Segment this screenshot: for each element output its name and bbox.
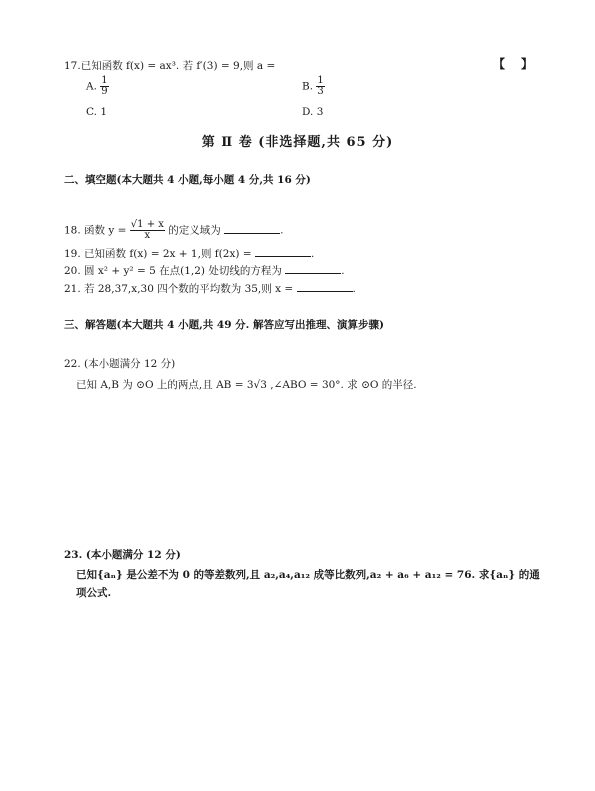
q17-option-a[interactable]: [86, 76, 109, 97]
q21-text: 21. 若 28,37,x,30 四个数的平均数为 35,则 x =: [64, 283, 294, 295]
q23-body-line1: 已知{aₙ} 是公差不为 0 的等差数列,且 a₂,a₄,a₁₂ 成等比数列,a₂ + a₆ + a₁₂ = 76. 求{aₙ} 的通: [76, 569, 540, 581]
option-b-numerator: 1: [317, 75, 324, 86]
q19-text: 19. 已知函数 f(x) = 2x + 1,则 f(2x) =: [64, 248, 252, 260]
option-a-label: A.: [86, 80, 97, 93]
q22-body: 已知 A,B 为 ⊙O 上的两点,且 AB = 3√3 ,∠ABO = 30°. 求 ⊙O 的半径.: [76, 379, 417, 391]
option-a-denominator: 9: [101, 86, 108, 97]
q20-answer-blank[interactable]: [285, 264, 341, 274]
q23-body-line2: 项公式.: [76, 587, 112, 599]
option-d-value: 3: [316, 106, 324, 118]
q20: 20. 圆 x² + y² = 5 在点(1,2) 处切线的方程为 .: [64, 265, 345, 277]
q19-answer-blank[interactable]: [255, 247, 311, 257]
q23-title: 23. (本小题满分 12 分): [64, 549, 181, 561]
section-solution-heading: 三、解答题(本大题共 4 小题,共 49 分. 解答应写出推理、演算步骤): [64, 319, 384, 331]
q21-answer-blank[interactable]: [297, 282, 353, 292]
q17-option-b[interactable]: [302, 76, 325, 97]
q18-numerator: √1 + x: [130, 219, 164, 230]
answer-bracket[interactable]: 【】: [493, 57, 550, 71]
q22-answer-area[interactable]: [76, 400, 536, 540]
option-a-numerator: 1: [101, 75, 108, 86]
q21: 21. 若 28,37,x,30 四个数的平均数为 35,则 x = .: [64, 283, 356, 295]
q18-prefix: 18. 函数 y =: [64, 224, 127, 237]
option-c-value: 1: [100, 106, 108, 118]
option-b-denominator: 3: [317, 86, 324, 97]
option-d-label: D.: [302, 106, 314, 118]
option-a-fraction: [100, 76, 108, 97]
q23-answer-area[interactable]: [76, 605, 536, 775]
q18: 18. 函数 y = $\frac{√1 + x}{x}$ 的定义域为 .: [64, 219, 284, 241]
option-c-label: C.: [86, 106, 97, 118]
section-fill-in-heading: 二、填空题(本大题共 4 小题,每小题 4 分,共 16 分): [64, 174, 311, 186]
q18-suffix: 的定义域为: [168, 224, 221, 237]
q22-title: 22. (本小题满分 12 分): [64, 358, 176, 370]
q18-denominator: x: [144, 230, 151, 241]
part-two-title: 第 Ⅱ 卷 (非选择题,共 65 分): [201, 135, 394, 150]
q17-option-d[interactable]: [302, 106, 323, 118]
q19: 19. 已知函数 f(x) = 2x + 1,则 f(2x) = .: [64, 248, 315, 260]
q18-fraction: [130, 220, 165, 241]
q20-text: 20. 圆 x² + y² = 5 在点(1,2) 处切线的方程为: [64, 265, 282, 277]
option-b-fraction: [316, 76, 324, 97]
option-b-label: B.: [302, 80, 314, 93]
q17-option-c[interactable]: [86, 106, 107, 118]
q17-stem: 17.已知函数 f(x) = ax³. 若 f′(3) = 9,则 a =: [64, 60, 276, 72]
q18-answer-blank[interactable]: [224, 224, 280, 234]
